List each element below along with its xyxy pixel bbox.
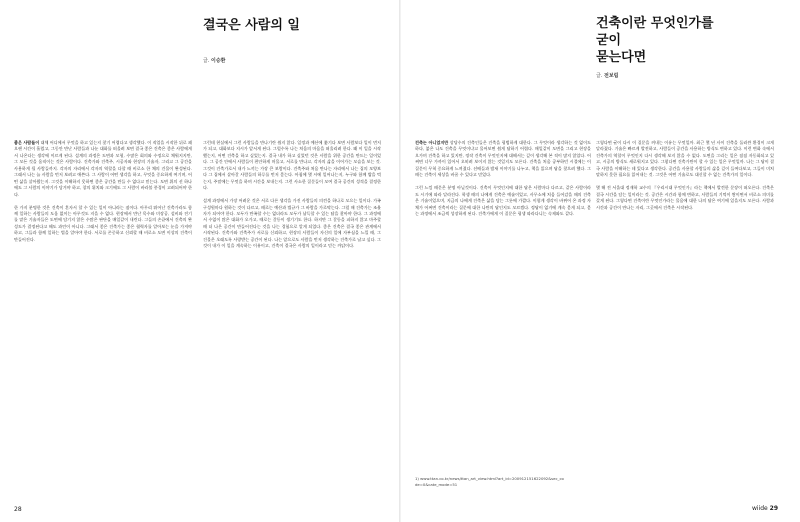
- right-author-name: 전보림: [604, 73, 619, 79]
- right-page: [400, 0, 800, 522]
- magazine-name: wiide: [752, 505, 768, 512]
- right-col1-paragraph-2: 그런 느낌 때문은 분명 아닐것이다. 건축이 무엇인지에 대한 답은 사람마다 다르고, 같은 사람이라도 시기에 따라 달라진다. 학생 때의 나에게 건축은 예술이었고, 사무소에 처음 들어갔을 때의 건축은 기술이었으며, 지금의 나에게 건축은 삶을 담는 그릇에 가깝다. 이렇게 생각이 바뀌어 온 과정 자체가 어쩌면 건축이라는 질문에 대한 나만의 답인지도 모르겠다. 정답이 없기에 계속 묻게 되고, 묻는 과정에서 조금씩 성장하게 된다. 건축가에게 이 질문은 평생 따라다니는 숙제와도 같다.: [415, 185, 591, 216]
- left-page-number: 28: [14, 506, 22, 513]
- right-col1-lead: 건축는 아니었지만: [415, 140, 449, 145]
- left-column-2: [203, 140, 381, 490]
- right-col2-paragraph-2: 몇 해 전 서울대 정재학 교수의 『우리시대 무엇인가』라는 책에서 발견한 문장이 떠오른다. 건축은 결국 시간을 담는 일이라는 것. 공간은 시간과 함께 변하고, 사람들의 기억이 쌓이면서 비로소 의미를 갖게 된다. 그렇다면 건축이란 무엇인가라는 물음에 대한 나의 답은 여기에 있을지도 모른다. 사람과 시간과 공간이 만나는 자리, 그곳에서 건축은 시작된다.: [596, 185, 774, 210]
- right-author-label: 글.: [596, 73, 603, 79]
- left-col1-lead: 좋은 사람들이: [14, 140, 40, 145]
- right-folio: [752, 505, 778, 512]
- left-byline: [203, 57, 226, 64]
- left-author-name: 이승환: [211, 58, 226, 64]
- right-page-number: 29: [769, 505, 779, 512]
- right-byline: [596, 72, 619, 79]
- left-col1-paragraph-2: 한 가지 분명한 것은 건축이 혼자서 할 수 있는 일이 아니라는 점이다. 아무리 뛰어난 건축가라도 함께 일하는 사람들의 도움 없이는 아무것도 지을 수 없다. 현장에서 만난 목수와 미장공, 설비와 전기를 맡은 기술자들은 도면에 담기지 않은 수많은 판단을 매일같이 내린다. 그들의 손끝에서 건축의 완성도가 결정된다고 해도 과언이 아니다. 그래서 좋은 건축가는 좋은 협력자를 알아보는 눈을 가져야 하고, 그들과 함께 일하는 법을 알아야 한다. 서로를 존중하고 신뢰할 때 비로소 도면 이상의 건축이 만들어진다.: [14, 204, 192, 242]
- right-article-title: 건축이란 무엇인가를 굳이 묻는다면: [596, 16, 714, 65]
- left-col2-paragraph-1: 그런데 현실에서 그런 사람들을 만나기란 쉽지 않다. 일정과 예산에 쫓기다 보면 사람보다 일이 먼저가 되고, 대화보다 지시가 앞서게 된다. 그럴수록 나는 처음의 마음을 떠올리려 한다. 왜 이 일을 시작했는지, 어떤 건축을 하고 싶었는지. 결국 내가 하고 싶었던 것은 사람을 위한 공간을 만드는 일이었다. 그 공간 안에서 사람들이 편안하게 머물고, 서로를 만나고, 각자의 삶을 이어가는 모습을 보는 것. 그것이 건축가로서 내가 느끼는 가장 큰 보람이다. 건축주와 처음 만나는 자리에서 나는 집의 모양보다 그 집에서 살아갈 사람들의 하루를 먼저 묻는다. 아침에 몇 시에 일어나는지, 누구와 함께 밥을 먹는지, 주말에는 무엇을 하며 시간을 보내는지. 그런 사소한 질문들이 모여 결국 공간의 성격을 결정한다.: [203, 140, 381, 191]
- right-footnote: 1) www.ttan.co.kr/news/ttan_art_view.html?art_id=200912151622092&sec_code=0&cate_mode=51: [415, 476, 564, 487]
- right-column-2: [596, 140, 774, 380]
- left-col1-paragraph-1: 좋은 사람들이 대체 어디에서 무엇을 하고 있는지 찾기 어렵다고 생각했다. 이 직업을 시작한 뒤로 꽤 오랜 시간이 흘렀고, 그동안 만난 사람들과 나눈 대화를 떠올려 보면 결국 좋은 건축은 좋은 사람에게서 나온다는 생각에 이르게 된다. 설계의 과정은 도면과 모형, 수많은 회의와 수정으로 채워지지만, 그 모든 것을 움직이는 것은 사람이다. 건축가와 건축주, 시공자와 현장의 기술자, 그리고 그 공간을 사용하게 될 사람들까지. 각자의 자리에서 각자의 역할을 다할 때 비로소 한 채의 건물이 완성된다. 그래서 나는 늘 사람을 먼저 보려고 애쓴다. 그 사람이 어떤 생각을 하고, 무엇을 중요하게 여기며, 어떤 삶을 살아왔는지. 그것을 이해하지 못하면 좋은 공간을 만들 수 없다고 믿는다. 도면 위의 선 하나에도 그 사람의 이야기가 담겨야 하고, 창의 위치와 크기에도 그 사람이 바라볼 풍경이 고려되어야 한다.: [14, 140, 192, 197]
- left-article-title: 결국은 사람의 일: [203, 18, 300, 33]
- right-col2-paragraph-1: 그렇다면 굳이 다시 이 질문을 꺼내는 이유는 무엇일까. 최근 몇 년 사이 건축을 둘러싼 환경이 크게 달라졌다. 기술은 빠르게 발전하고, 사람들이 공간을 사용하는 방식도 변하고 있다. 이런 변화 속에서 건축가의 역할이 무엇인지 다시 생각해 보지 않을 수 없다. 도면을 그리는 일은 점점 자동화되고 있고, 시공의 방식도 새로워지고 있다. 그렇다면 건축가만이 할 수 있는 일은 무엇일까. 나는 그 답이 결국 사람을 이해하는 데 있다고 생각한다. 공간을 사용할 사람들의 삶을 깊이 들여다보고, 그들이 미처 말하지 못한 필요를 읽어내는 것. 그것은 어떤 기술로도 대신할 수 없는 건축가의 일이다.: [596, 140, 774, 178]
- right-column-1: [415, 140, 591, 440]
- left-column-1: [14, 140, 192, 490]
- right-col1-paragraph-1: 건축는 아니었지만 상당수의 건축인들은 건축을 평범하게 대한다. 그 무엇이라 생각하는 것 없이도 하다, 붉은 나도 건축을 무엇이냐고 물어보면 쉽게 답하기 어렵다. 매일같이 도면을 그리고 현장을 오가며 건축을 하고 있지만, 정작 건축이 무엇인지에 대해서는 깊이 생각해 본 적이 많지 않았다. 어쩌면 너무 가까이 있어서 오히려 보이지 않는 것일지도 모른다. 건축을 처음 공부하던 시절에는 이 질문이 무척 중요하게 느껴졌다. 선배들과 밤새 이야기를 나누고, 책을 읽으며 답을 찾으려 했다. 그때는 건축이 세상을 바꿀 수 있다고 믿었다.: [415, 140, 591, 178]
- left-col2-paragraph-2: 설계 과정에서 가장 어려운 것은 서로 다른 생각을 가진 사람들의 의견을 하나로 모으는 일이다. 가족 구성원마다 원하는 것이 다르고, 때로는 예산과 법규가 그 바람을 가로막는다. 그럴 때 건축가는 조율자가 되어야 한다. 모두가 만족할 수는 없더라도 모두가 납득할 수 있는 답을 찾아야 한다. 그 과정에서 수없이 많은 대화가 오가고, 때로는 갈등이 생기기도 한다. 하지만 그 갈등을 피하지 않고 마주할 때 더 나은 공간이 만들어진다는 것을 나는 경험으로 알게 되었다. 좋은 건축은 결국 좋은 관계에서 시작된다. 건축가와 건축주가 서로를 신뢰하고, 현장의 사람들이 자신의 일에 자부심을 느낄 때, 그 건물은 오래도록 사랑받는 공간이 된다. 나는 앞으로도 사람을 먼저 생각하는 건축가로 남고 싶다. 그것이 내가 이 일을 계속하는 이유이고, 건축이 결국은 사람의 일이라고 믿는 까닭이다.: [203, 198, 381, 249]
- left-author-label: 글.: [203, 58, 210, 64]
